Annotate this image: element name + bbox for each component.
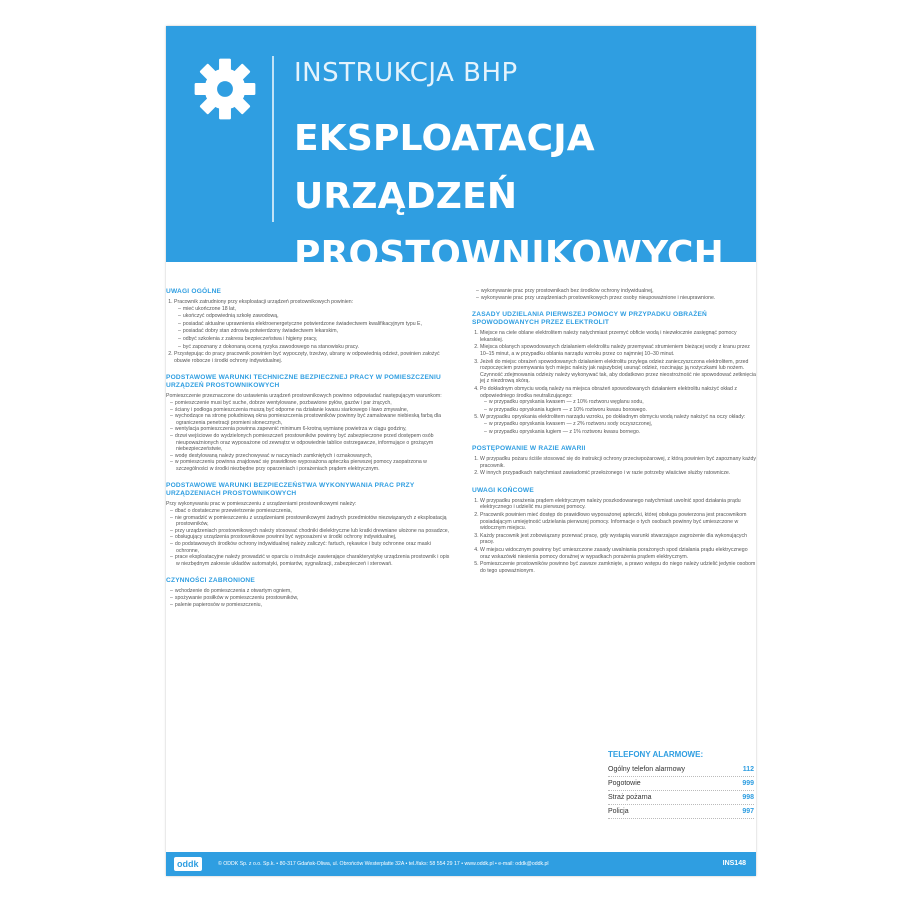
header-banner <box>166 26 756 275</box>
bullet-item: – spożywanie posiłków w pomieszczeniu prostowników, <box>176 595 450 602</box>
header-kicker: INSTRUKCJA BHP <box>294 58 518 88</box>
list-item-text: Przystępując do pracy pracownik powinien być wypoczęty, trzeźwy, ubrany w odpowiednią odzież, powinien założyć obuwie robocze i środki ochrony indywidualnej. <box>174 351 440 364</box>
list-item-text: W przypadku opryskania elektrolitem narządu wzroku, po dokładnym obmyciu wodą należy nałożyć na oczy okłady: <box>480 414 746 421</box>
list-item <box>480 470 756 477</box>
list-item <box>480 359 756 385</box>
bullet-list <box>166 508 450 567</box>
list-item-text: W innych przypadkach natychmiast zawiadomić przełożonego i w razie potrzeby właściwe służby ratownicze. <box>480 470 731 477</box>
list-item-text: Pomieszczenie prostowników powinno być zawsze zamknięte, a prawo wstępu do niego należy udzielić jedynie osobom do tego upoważnionym. <box>480 561 756 574</box>
bullet-item: – w przypadku opryskania ługiem — z 1% roztworu kwasu bornego. <box>490 429 756 436</box>
list-item <box>480 498 756 511</box>
list-item <box>480 386 756 413</box>
bullet-item: – w przypadku opryskania kwasem — z 2% roztworu sody oczyszczonej, <box>490 421 756 428</box>
bullet-item: – palenie papierosów w pomieszczeniu, <box>176 602 450 609</box>
oddk-logo: oddk <box>174 857 202 871</box>
footer-text: © ODDK Sp. z o.o. Sp.k. • 80-317 Gdańsk-Oliwa, ul. Obrońców Westerplatte 32A • tel./faks: 58 554 29 17 • www.oddk.pl • e-mail: oddk@oddk.pl <box>218 861 549 867</box>
list-item-text: Po dokładnym obmyciu wodą należy na miejsca obrażeń spowodowanych działaniem elektrolitu nałożyć okład z odpowiedniego środka neutralizującego: <box>480 385 737 399</box>
section <box>472 487 756 575</box>
section <box>166 482 450 567</box>
list-item-text: Każdy pracownik jest zobowiązany przerwać pracę, gdy wystąpią warunki stwarzające zagrożenie dla wykonujących pracę. <box>480 532 747 546</box>
phone-row <box>608 763 754 777</box>
page-title: EKSPLOATACJA URZĄDZEŃ PROSTOWNIKOWYCH <box>294 118 724 275</box>
document-code: INS148 <box>722 860 746 867</box>
numbered-list <box>166 299 450 364</box>
list-item <box>480 330 756 343</box>
section-intro: Pomieszczenie przeznaczone do ustawienia urządzeń prostownikowych powinno odpowiadać następującym warunkom: <box>166 393 442 400</box>
bullet-list <box>166 400 450 473</box>
phone-label: Straż pożarna <box>608 794 652 801</box>
list-item <box>174 351 450 364</box>
phone-label: Policja <box>608 808 629 815</box>
section <box>472 311 756 435</box>
bullet-item: – posiadać aktualne uprawnienia elektroenergetyczne potwierdzone świadectwem kwalifikacyjnym typu E, <box>184 321 450 328</box>
phone-number: 998 <box>742 794 754 801</box>
list-item-text: Pracownik powinien mieć dostęp do prawidłowo wyposażonej apteczki, której obsługa powierzona jest pracownikom posiadającym umiejętność udzielania pierwszej pomocy. Informacje o tych osobach powinny być umieszczone w widocznym miejscu. <box>480 512 747 532</box>
section <box>472 288 756 301</box>
section <box>166 288 450 364</box>
bullet-list <box>480 399 756 413</box>
bullet-item: – pomieszczenie musi być suche, dobrze wentylowane, pozbawione pyłów, gazów i par żrących, <box>176 400 450 407</box>
bullet-list <box>472 288 756 301</box>
bullet-item: – być zapoznany z dokonaną oceną ryzyka zawodowego na stanowisku pracy. <box>184 344 450 351</box>
bullet-item: – wykonywanie prac przy urządzeniach prostownikowych przez osoby nieupoważnione i nieuprawnione. <box>482 295 756 302</box>
list-item <box>480 561 756 574</box>
list-item <box>480 512 756 532</box>
list-item <box>480 414 756 435</box>
list-item-text: Miejsca oblanych spowodowanych działaniem elektrolitu należy przemywać strumieniem bieżącej wody z kranu przez 10–15 minut, a w przypadku oblania narządu wzroku przez co najmniej 10–30 minut. <box>480 344 750 357</box>
phones-heading: TELEFONY ALARMOWE: <box>608 750 704 759</box>
bullet-item: – posiadać dobry stan zdrowia potwierdzony świadectwem lekarskim, <box>184 328 450 335</box>
section-intro: Przy wykonywaniu prac w pomieszczeniu z urządzeniami prostownikowymi należy: <box>166 501 357 508</box>
phone-label: Ogólny telefon alarmowy <box>608 766 686 773</box>
numbered-list <box>472 330 756 435</box>
bullet-item: – w pomieszczeniu powinna znajdować się prawidłowo wyposażona apteczka pierwszej pomocy zaopatrzona w szczególności w środki niezbędne przy oparzeniach i porażeniach prądem elektrycznym. <box>176 459 450 472</box>
list-item <box>480 344 756 357</box>
section-heading: PODSTAWOWE WARUNKI BEZPIECZEŃSTWA WYKONYWANIA PRAC PRZY URZĄDZENIACH PROSTOWNIKOWYCH <box>166 482 415 498</box>
bullet-item: – odbyć szkolenia z zakresu bezpieczeństwa i higieny pracy, <box>184 336 450 343</box>
bullet-item: – drzwi wejściowe do wydzielonych pomieszczeń prostowników powinny być zabezpieczone przed dostępem osób nieupoważnionych oraz wyposażone od zewnątrz w odpowiednie tablice ostrzegawcze, informujące o grożącym niebezpieczeństwie, <box>176 433 450 453</box>
right-column <box>472 288 756 584</box>
bullet-item: – przy urządzeniach prostownikowych należy stosować chodniki dielektryczne lub kratki drewniane ułożone na posadzce, <box>176 528 450 535</box>
header-divider <box>272 56 274 222</box>
bullet-item: – wychodzące na stronę południową okna pomieszczenia prostowników powinny być zamalowane niebieską farbą dla ograniczenia penetracji promieni słonecznych, <box>176 413 450 426</box>
section-heading: UWAGI OGÓLNE <box>166 288 222 295</box>
bullet-item: – mieć ukończone 18 lat, <box>184 306 450 313</box>
list-item <box>174 299 450 350</box>
footer <box>166 852 756 876</box>
list-item <box>480 547 756 560</box>
bullet-list <box>166 588 450 608</box>
phone-row <box>608 791 754 805</box>
emergency-phones <box>608 750 754 819</box>
bullet-list <box>174 306 450 351</box>
list-item-text: W przypadku porażenia prądem elektrycznym należy poszkodowanego natychmiast uwolnić spod działania prądu elektrycznego i udzielić mu pierwszej pomocy. <box>480 497 741 511</box>
phone-row <box>608 805 754 819</box>
bullet-item: – prace eksploatacyjne należy prowadzić w oparciu o instrukcje zawierające charakterystykę urządzenia prostownik i opis w niezbędnym zakresie układów automatyki, pomiarów, sygnalizacji, zabezpieczeń i sterowań. <box>176 554 450 567</box>
left-column <box>166 288 450 618</box>
section-heading: POSTĘPOWANIE W RAZIE AWARII <box>472 445 586 453</box>
phone-number: 999 <box>742 780 754 787</box>
bullet-item: – ściany i podłoga pomieszczenia muszą być odporne na działanie kwasu siarkowego i ławo zmywalne, <box>176 407 450 414</box>
bullet-item: – ukończyć odpowiednią szkołę zawodową, <box>184 313 450 320</box>
numbered-list <box>472 498 756 575</box>
section <box>166 577 450 608</box>
list-item-text: Miejsce na ciele oblane elektrolitem należy natychmiast przemyć obficie wodą i niezwłocznie zasięgnąć pomocy lekarskiej. <box>480 330 737 343</box>
bullet-item: – w przypadku opryskania kwasem — z 10% roztworu węglanu sodu, <box>490 399 756 406</box>
bullet-list <box>480 421 756 435</box>
phone-number: 112 <box>742 766 754 773</box>
numbered-list <box>472 456 756 477</box>
section-heading: PODSTAWOWE WARUNKI TECHNICZNE BEZPIECZNEJ PRACY W POMIESZCZENIU URZĄDZEŃ PROSTOWNIKOWYCH <box>166 374 442 390</box>
section-heading: UWAGI KOŃCOWE <box>472 486 534 494</box>
bullet-item: – do podstawowych środków ochrony indywidualnej należy zaliczyć: fartuch, rękawice i buty ochronne oraz maski ochronne, <box>176 541 450 554</box>
list-item-text: W miejscu widocznym powinny być umieszczone zasady uwalniania porażonych spod działania prądu elektrycznego oraz wskazówki niesienia pomocy doraźnej w wypadkach porażenia prądem elektrycznym. <box>480 547 748 560</box>
content-columns <box>166 288 756 828</box>
list-item-text: Jeżeli do miejsc obrażeń spowodowanych działaniem elektrolitu przylega odzież zanieczyszczona elektrolitem, przed rozpoczęciem przemywania tych miejsc należy jak najszybciej usunąć odzież, rozcinając ją nożyczkami lub nożem. Czynność zdejmowania odzieży należy wykonywać tak, aby dodatkowo przez nieostrożność nie spowodować zetknięcia jej z niezdrową skórą. <box>480 358 756 385</box>
phone-row <box>608 777 754 791</box>
phone-number: 997 <box>742 808 754 815</box>
bullet-item: – wykonywanie prac przy prostownikach bez środków ochrony indywidualnej, <box>482 288 756 295</box>
bullet-item: – nie gromadzić w pomieszczeniu z urządzeniami prostownikowymi żadnych przedmiotów niezwiązanych z eksploatacją prostowników, <box>176 515 450 528</box>
list-item-text: Pracownik zatrudniony przy eksploatacji urządzeń prostownikowych powinien: <box>174 299 354 305</box>
section-heading: ZASADY UDZIELANIA PIERWSZEJ POMOCY W PRZYPADKU OBRAŻEŃ SPOWODOWANYCH PRZEZ ELEKTROLIT <box>472 311 708 327</box>
bullet-item: – wentylacja pomieszczenia powinna zapewnić minimum 6-krotną wymianę powietrza w ciągu godziny, <box>176 426 450 433</box>
bullet-item: – wodę destylowaną należy przechowywać w naczyniach zamkniętych i oznakowanych, <box>176 453 450 460</box>
list-item-text: W przypadku pożaru ściśle stosować się do instrukcji ochrony przeciwpożarowej, z którą powinien być zapoznany każdy pracownik. <box>480 456 756 469</box>
bullet-item: – obsługujący urządzenia prostownikowe powinni być wyposażeni w środki ochrony indywidualnej, <box>176 534 450 541</box>
poster <box>166 26 756 876</box>
phone-label: Pogotowie <box>608 780 641 787</box>
bullet-item: – wchodzenie do pomieszczenia z otwartym ogniem, <box>176 588 450 595</box>
section <box>166 374 450 472</box>
section-heading: CZYNNOŚCI ZABRONIONE <box>166 577 255 585</box>
bullet-item: – w przypadku opryskania ługiem — z 10% roztworu kwasu borowego. <box>490 407 756 414</box>
list-item <box>480 533 756 546</box>
gear-icon <box>192 56 258 122</box>
bullet-item: – dbać o dostateczne przewietrzenie pomieszczenia, <box>176 508 450 515</box>
section <box>472 445 756 477</box>
list-item <box>480 456 756 469</box>
